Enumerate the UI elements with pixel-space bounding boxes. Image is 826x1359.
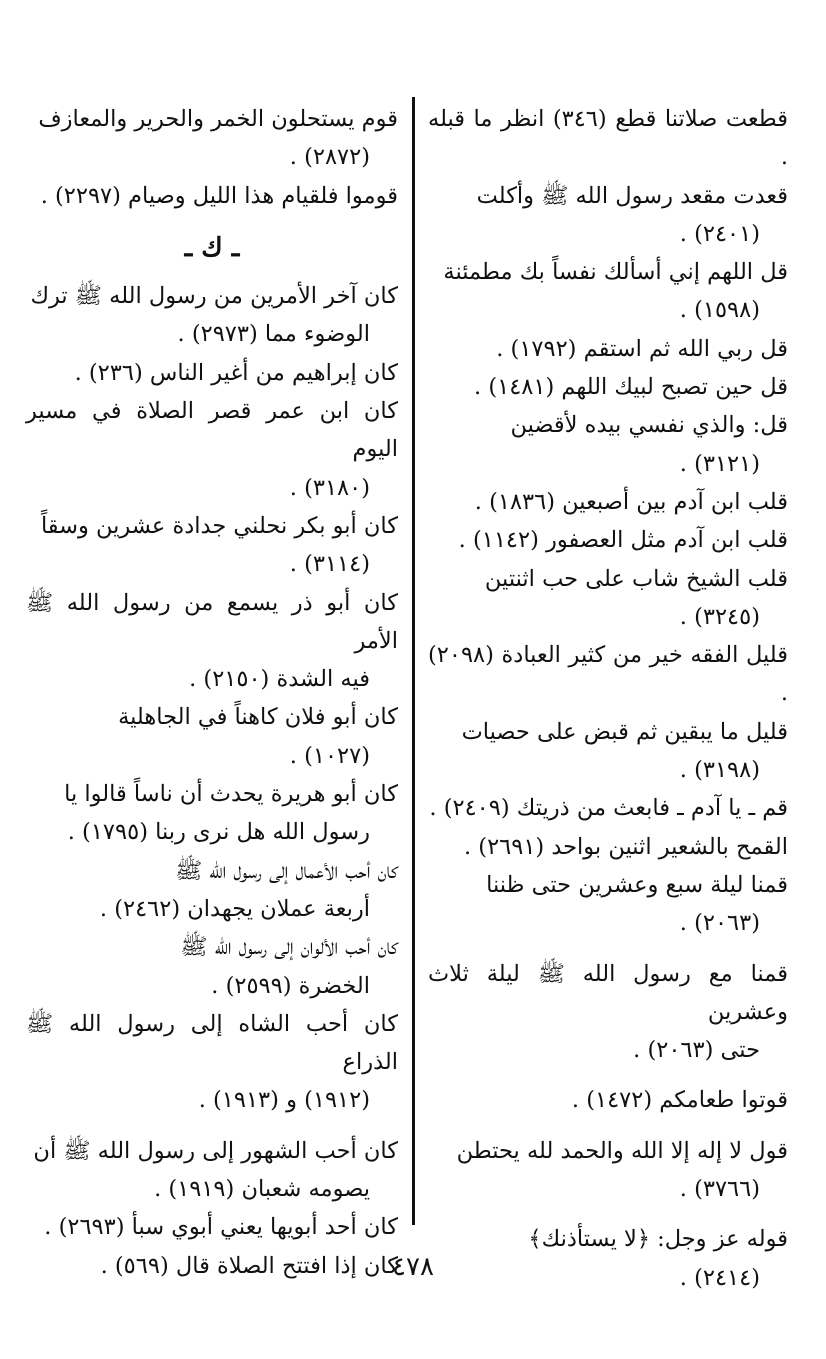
- entry-reference: الوضوء مما (٢٩٧٣) .: [177, 321, 370, 348]
- index-entry: [26, 698, 398, 775]
- entry-text: قليل الفقه خير من كثير العبادة (٢٠٩٨) .: [428, 642, 788, 707]
- entry-reference: (١٠٢٧) .: [289, 742, 370, 769]
- index-entry: [26, 1132, 398, 1209]
- entry-reference: (٣١١٤) .: [289, 551, 370, 578]
- entry-text: قول لا إله إلا الله والحمد لله يحتطن: [456, 1137, 788, 1164]
- index-entry: [428, 253, 788, 330]
- index-entry: [26, 775, 398, 852]
- index-entry: [26, 1005, 398, 1120]
- entry-text: كان أبو بكر نحلني جدادة عشرين وسقاً: [40, 512, 398, 539]
- entry-reference: (٢٤١٤) .: [679, 1264, 760, 1291]
- entry-text: كان آخر الأمرين من رسول الله ﷺ ترك: [30, 283, 398, 310]
- entry-text: قمنا ليلة سبع وعشرين حتى ظننا: [486, 871, 788, 898]
- entry-reference: (١٥٩٨) .: [679, 297, 760, 324]
- index-entry: [26, 852, 398, 929]
- entry-text: كان أبو ذر يسمع من رسول الله ﷺ الأمر: [26, 589, 398, 654]
- index-entry: [428, 100, 788, 177]
- index-entry: [26, 100, 398, 177]
- index-entry: [428, 330, 788, 368]
- entry-text: قل حين تصبح لبيك اللهم (١٤٨١) .: [474, 374, 788, 401]
- index-entry: [428, 368, 788, 406]
- entry-reference: (٣٧٦٦) .: [679, 1176, 760, 1203]
- index-entry: [428, 177, 788, 254]
- index-entry: [428, 955, 788, 1070]
- entry-text: كان إبراهيم من أغير الناس (٢٣٦) .: [74, 359, 398, 386]
- entry-text: قل اللهم إني أسألك نفساً بك مطمئنة: [443, 259, 788, 286]
- entry-text: قليل ما يبقين ثم قبض على حصيات: [461, 718, 788, 745]
- entry-reference: (٣١٨٠) .: [289, 474, 370, 501]
- index-entry: [26, 507, 398, 584]
- entry-text: قوم يستحلون الخمر والحرير والمعازف: [38, 106, 398, 132]
- entry-text: كان إذا افتتح الصلاة قال (٥٦٩) .: [100, 1252, 398, 1279]
- entry-text: قم ـ يا آدم ـ فابعث من ذريتك (٢٤٠٩) .: [429, 795, 788, 822]
- entry-text: قلب الشيخ شاب على حب اثنتين: [484, 565, 788, 592]
- entry-text: قل: والذي نفسي بيده لأقضين: [510, 412, 788, 439]
- page-number: ٤٧٨: [392, 1252, 434, 1282]
- index-entry: [26, 584, 398, 699]
- entry-text: القمح بالشعير اثنين بواحد (٢٦٩١) .: [463, 833, 788, 860]
- entry-text: قوله عز وجل: ﴿لا يستأذنك﴾: [528, 1226, 788, 1253]
- column-divider: [412, 97, 415, 1225]
- entry-text: قلب ابن آدم بين أصبعين (١٨٣٦) .: [474, 488, 788, 515]
- entry-text: كان أبو فلان كاهناً في الجاهلية: [118, 704, 398, 731]
- index-entry: [428, 866, 788, 943]
- index-entry: [428, 483, 788, 521]
- entry-reference: (٣٢٤٥) .: [679, 603, 760, 630]
- index-entry: [428, 1081, 788, 1119]
- entry-reference: الخضرة (٢٥٩٩) .: [211, 972, 370, 999]
- index-entry: [428, 406, 788, 483]
- entry-reference: فيه الشدة (٢١٥٠) .: [189, 666, 370, 693]
- index-entry: [428, 1132, 788, 1209]
- section-letter-heading: ـ ك ـ: [184, 232, 240, 263]
- entry-text: قوموا فلقيام هذا الليل وصيام (٢٢٩٧) .: [40, 182, 398, 209]
- entry-text: كان أحد أبويها يعني أبوي سبأ (٢٦٩٣) .: [44, 1214, 398, 1241]
- entry-text: كان أحب الشاه إلى رسول الله ﷺ الذراع: [26, 1010, 398, 1076]
- index-entry: [26, 392, 398, 507]
- index-entry: [26, 277, 398, 354]
- entry-text: قمنا مع رسول الله ﷺ ليلة ثلاث وعشرين: [428, 960, 788, 1025]
- left-column: [26, 100, 398, 1285]
- entry-text: كان أحب الشهور إلى رسول الله ﷺ أن: [33, 1137, 398, 1164]
- right-column: [428, 100, 788, 1297]
- entry-reference: (٣١٩٨) .: [679, 757, 760, 784]
- entry-reference: (٢٠٦٣) .: [679, 910, 760, 937]
- index-entry: [428, 789, 788, 827]
- entry-reference: (٢٨٧٢) .: [289, 144, 370, 171]
- entry-reference: أربعة عملان يجهدان (٢٤٦٢) .: [99, 895, 370, 922]
- entry-text: قطعت صلاتنا قطع (٣٤٦) انظر ما قبله .: [428, 106, 788, 171]
- entry-reference: (٢٤٠١) .: [679, 220, 760, 247]
- entry-text: قل ربي الله ثم استقم (١٧٩٢) .: [496, 335, 788, 362]
- index-entry: [26, 1208, 398, 1246]
- index-entry: [26, 928, 398, 1005]
- index-entry: [428, 560, 788, 637]
- entry-text: كان أبو هريرة يحدث أن ناساً قالوا يا: [64, 781, 398, 808]
- entry-reference: (٣١٢١) .: [679, 450, 760, 477]
- entry-text: كان ابن عمر قصر الصلاة في مسير اليوم: [26, 398, 398, 463]
- entry-text: كان أحب الألوان إلى رسول الله ﷺ: [180, 934, 398, 961]
- entry-reference: رسول الله هل نرى ربنا (١٧٩٥) .: [67, 819, 370, 846]
- entry-reference: (١٩١٢) و (١٩١٣) .: [198, 1087, 370, 1114]
- entry-text: قلب ابن آدم مثل العصفور (١١٤٢) .: [458, 527, 788, 554]
- entry-text: كان أحب الأعمال إلى رسول الله ﷺ: [175, 857, 398, 884]
- entry-reference: حتى (٢٠٦٣) .: [633, 1037, 760, 1064]
- index-entry: [428, 521, 788, 559]
- index-entry: [428, 636, 788, 713]
- entry-text: قعدت مقعد رسول الله ﷺ وأكلت: [476, 182, 788, 209]
- entry-text: قوتوا طعامكم (١٤٧٢) .: [571, 1087, 788, 1114]
- index-entry: [428, 713, 788, 790]
- index-entry: [26, 177, 398, 215]
- index-entry: [428, 828, 788, 866]
- index-entry: [26, 354, 398, 392]
- entry-reference: يصومه شعبان (١٩١٩) .: [154, 1176, 370, 1203]
